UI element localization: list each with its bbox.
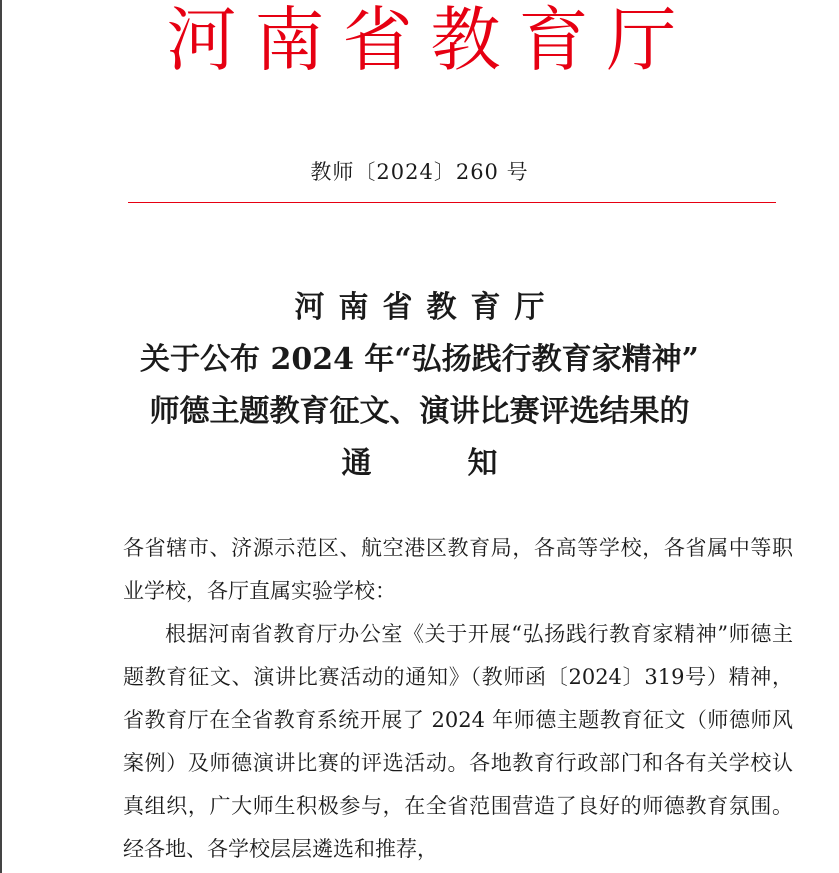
red-divider-line [128,202,776,203]
document-number: 教师〔2024〕260 号 [310,160,529,184]
title-char-tong: 通 [341,446,372,481]
masthead-title: 河南省教育厅 [166,0,695,81]
document-title [0,282,839,490]
title-line-2: 关于公布 2024 年“弘扬践行教育家精神” [140,342,699,377]
title-line-4 [0,438,839,490]
title-char-zhi: 知 [467,446,498,481]
title-line-3: 师德主题教育征文、演讲比赛评选结果的 [149,394,690,429]
title-line-1: 河南省教育厅 [294,290,559,325]
document-body [123,527,793,871]
salutation: 各省辖市、济源示范区、航空港区教育局，各高等学校，各省属中等职业学校，各厅直属实验学校： [123,536,793,603]
body-paragraph-1: 根据河南省教育厅办公室《关于开展“弘扬践行教育家精神”师德主题教育征文、演讲比赛活动的通知》（教师函〔2024〕319号）精神，省教育厅在全省教育系统开展了 2024 年师德主题教育征文（师德师风案例）及师德演讲比赛的评选活动。各地教育行政部门和各有关学校认真组织，广大师生积极参与，在全省范围营造了良好的师德教育氛围。经各地、各学校层层遴选和推荐， [123,622,793,861]
